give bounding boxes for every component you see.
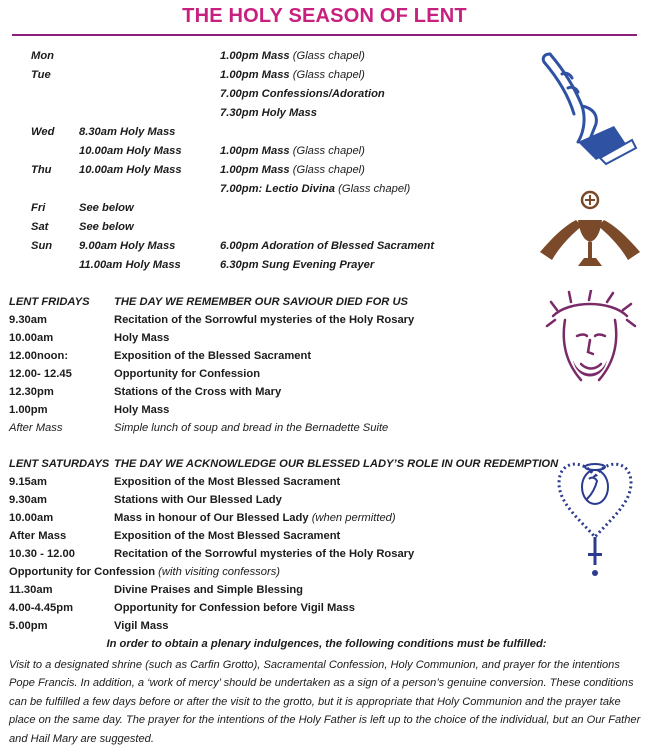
fridays-time: After Mass — [9, 422, 63, 434]
weekly-day: Tue — [31, 69, 51, 81]
saturdays-subheading: THE DAY WE ACKNOWLEDGE OUR BLESSED LADY’S ROLE IN OUR REDEMPTION — [114, 458, 559, 470]
saturdays-time: 10.30 - 12.00 — [9, 548, 75, 560]
saturdays-heading: LENT SATURDAYS — [9, 458, 110, 470]
fridays-time: 1.00pm — [9, 404, 48, 416]
fridays-event: Exposition of the Blessed Sacrament — [114, 350, 312, 362]
weekly-evening: 7.00pm Confessions/Adoration — [220, 88, 385, 100]
weekly-day: Thu — [31, 164, 52, 176]
saturdays-confession: Opportunity for Confession (with visiting confessors) — [9, 566, 281, 578]
weekly-morning: See below — [79, 202, 134, 214]
weekly-day: Fri — [31, 202, 46, 214]
chalice-host-icon — [538, 190, 642, 272]
weekly-morning: 9.00am Holy Mass — [79, 240, 176, 252]
saturdays-event: Divine Praises and Simple Blessing — [114, 584, 304, 596]
fridays-event: Simple lunch of soup and bread in the Bernadette Suite — [114, 422, 389, 434]
saturdays-event: Mass in honour of Our Blessed Lady (when permitted) — [114, 512, 396, 524]
indulgence-heading: In order to obtain a plenary indulgences, the following conditions must be fulfilled: — [106, 638, 547, 650]
fridays-heading: LENT FRIDAYS — [9, 296, 90, 308]
weekly-evening: 7.00pm: Lectio Divina (Glass chapel) — [220, 183, 411, 195]
saturdays-time: 9.30am — [9, 494, 47, 506]
weekly-day: Sat — [31, 221, 49, 233]
weekly-evening: 7.30pm Holy Mass — [220, 107, 318, 119]
saturdays-event: Opportunity for Confession before Vigil Mass — [114, 602, 355, 614]
weekly-morning: 10.00am Holy Mass — [79, 164, 182, 176]
title-banner — [12, 0, 637, 36]
weekly-morning: 8.30am Holy Mass — [79, 126, 176, 138]
fridays-time: 12.00- 12.45 — [9, 368, 72, 380]
fridays-event: Holy Mass — [114, 404, 170, 416]
fridays-time: 10.00am — [9, 332, 54, 344]
weekly-evening: 6.30pm Sung Evening Prayer — [220, 259, 375, 271]
saturdays-time: 5.00pm — [9, 620, 48, 632]
praying-hands-icon — [540, 48, 638, 166]
saturdays-time: 4.00-4.45pm — [9, 602, 74, 614]
weekly-evening: 1.00pm Mass (Glass chapel) — [220, 69, 365, 81]
weekly-morning: 10.00am Holy Mass — [79, 145, 182, 157]
saturdays-event: Exposition of the Most Blessed Sacrament — [114, 530, 341, 542]
fridays-event: Holy Mass — [114, 332, 170, 344]
weekly-day: Mon — [31, 50, 54, 62]
indulgence-paragraph: Visit to a designated shrine (such as Carfin Grotto), Sacramental Confession, Holy Communion, and prayer for the intentions Pope Francis. In addition, a ‘work of mercy’ should be undertaken as a sign of a person’s genuine conversion. These conditions can be fulfilled a few days before or after the visit to the grotto, but it is appropriate that Holy Communion and the prayer take place on the same day. The prayer for the intentions of the Holy Father is left up to the choice of the individual, but an Our Father and Hail Mary are suggested. — [9, 659, 641, 745]
saturdays-time: 10.00am — [9, 512, 54, 524]
fridays-event: Stations of the Cross with Mary — [114, 386, 282, 398]
fridays-time: 9.30am — [9, 314, 47, 326]
rosary-heart-icon — [555, 455, 635, 579]
fridays-subheading: THE DAY WE REMEMBER OUR SAVIOUR DIED FOR US — [114, 296, 408, 308]
page-title: THE HOLY SEASON OF LENT — [182, 5, 467, 27]
saturdays-time: 9.15am — [9, 476, 47, 488]
fridays-event: Opportunity for Confession — [114, 368, 261, 380]
weekly-morning: 11.00am Holy Mass — [79, 259, 181, 271]
saturdays-event: Recitation of the Sorrowful mysteries of the Holy Rosary — [114, 548, 415, 560]
saturdays-event: Stations with Our Blessed Lady — [114, 494, 282, 506]
saturdays-event: Exposition of the Most Blessed Sacrament — [114, 476, 341, 488]
saturdays-time: After Mass — [9, 530, 67, 542]
weekly-day: Wed — [31, 126, 55, 138]
fridays-time: 12.30pm — [9, 386, 54, 398]
fridays-time: 12.00noon: — [9, 350, 69, 362]
weekly-day: Sun — [31, 240, 53, 252]
weekly-evening: 1.00pm Mass (Glass chapel) — [220, 50, 365, 62]
saturdays-event: Vigil Mass — [114, 620, 169, 632]
fridays-event: Recitation of the Sorrowful mysteries of the Holy Rosary — [114, 314, 415, 326]
weekly-evening: 1.00pm Mass (Glass chapel) — [220, 164, 365, 176]
weekly-morning: See below — [79, 221, 134, 233]
crown-of-thorns-icon — [543, 290, 637, 390]
weekly-evening: 6.00pm Adoration of Blessed Sacrament — [220, 240, 435, 252]
weekly-evening: 1.00pm Mass (Glass chapel) — [220, 145, 365, 157]
saturdays-time: 11.30am — [9, 584, 53, 596]
